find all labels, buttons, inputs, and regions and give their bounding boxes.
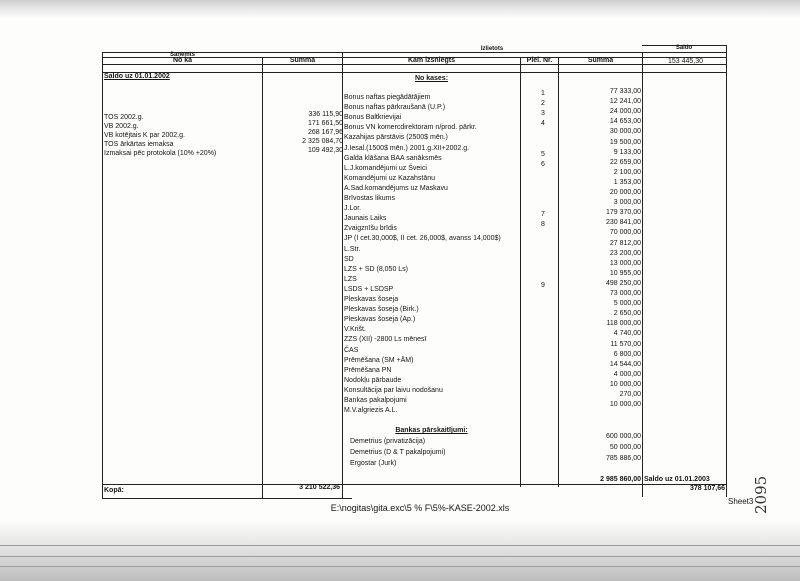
- expense-row-text: Kazahijas pārstāvis (2500$ mēn.): [344, 134, 448, 142]
- expense-row-text: LZS + SD (8,050 Ls): [344, 265, 409, 273]
- expense-row-text: L.J.komandējumi uz Šveici: [344, 164, 427, 172]
- col-line: [642, 52, 643, 497]
- expense-row-text: ČAS: [344, 346, 359, 354]
- expense-row-amount: 24 000,00: [609, 108, 641, 116]
- expense-row-amount: 118 000,00: [606, 320, 641, 328]
- expense-row-amount: 2 650,00: [613, 310, 641, 318]
- expense-row-text: ZZS (XII) -2800 Ls mēnesī: [344, 336, 427, 344]
- expense-row-amount: 23 200,00: [609, 249, 641, 257]
- expense-row-amount: 19 500,00: [609, 138, 641, 146]
- expense-row-text: LZS: [344, 275, 357, 283]
- expense-row-text: Galda klāšana BAA sanāksmēs: [344, 154, 442, 162]
- expense-row-attachment: 6: [541, 160, 545, 168]
- expense-row-attachment: 4: [541, 120, 545, 128]
- total-line: [102, 484, 726, 485]
- header-received: Saņemts: [169, 52, 195, 58]
- expense-row-text: Prēmēšana PN: [344, 366, 392, 374]
- expense-row-amount: 20 000,00: [609, 189, 641, 196]
- expense-row-amount: 1 353,00: [613, 178, 641, 186]
- expense-row-text: V.Krišt.: [344, 326, 366, 334]
- expense-row-text: Prēmēšana (SM +ĀM): [344, 356, 414, 364]
- expense-row-amount: 3 000,00: [613, 199, 641, 207]
- income-row-label: TOS ārkārtas iemaksa: [104, 141, 174, 148]
- expense-row-amount: 2 100,00: [613, 168, 641, 176]
- expense-row-text: A.Sad.komandējums uz Maskavu: [344, 184, 448, 192]
- expense-row-text: J.Lor.: [344, 205, 362, 213]
- expense-row-text: Pleskavas šoseja (Birk.): [344, 306, 419, 314]
- saldo-end-label: Saldo uz 01.01.2003: [644, 476, 710, 483]
- file-path: E:\nogitas\gita.exc\5 % F\5%-KASE-2002.xls: [330, 503, 510, 513]
- expense-row-attachment: 1: [541, 90, 545, 97]
- expense-row-text: Pleskavas šoseja (Ap.): [344, 316, 416, 324]
- expense-row-text: L.Str.: [344, 245, 361, 253]
- col-header-to-whom: Kam izsniegts: [407, 57, 456, 64]
- expense-row-amount: 270,00: [619, 391, 641, 398]
- expense-row-amount: 13 000,00: [609, 259, 641, 267]
- income-row-amount: 2 325 084,70: [302, 138, 343, 145]
- expense-row-amount: 70 000,00: [609, 229, 641, 237]
- col-header-attachment: Piel. Nr.: [526, 57, 553, 64]
- expense-row-amount: 77 333,00: [609, 88, 641, 95]
- bank-row-amount: 50 000,00: [609, 444, 641, 451]
- expense-row-text: Konsultācija par laivu nodošanu: [344, 386, 443, 394]
- expense-row-attachment: 7: [541, 211, 545, 219]
- bank-row-text: Demetrius (D & T pakalpojumi): [350, 449, 446, 456]
- expense-row-amount: 30 000,00: [609, 128, 641, 136]
- bank-row-text: Demetrius (privatizācija): [350, 438, 426, 445]
- expense-row-text: SD: [344, 255, 354, 263]
- expense-row-text: Bankas pakalpojumi: [344, 397, 407, 404]
- expense-row-attachment: 5: [541, 150, 545, 158]
- expense-row-text: Bonus Baltkrievijai: [344, 114, 402, 122]
- expense-row-amount: 498 250,00: [605, 279, 641, 287]
- expense-row-text: Komandējumi uz Kazahstānu: [344, 174, 436, 182]
- saldo-start-label: Saldo uz 01.01.2002: [104, 73, 170, 80]
- expense-row-amount: 10 000,00: [609, 401, 641, 409]
- expense-row-text: Jaunais Laiks: [344, 215, 387, 223]
- sheet-name: Sheet3: [728, 497, 754, 506]
- expense-row-amount: 27 812,00: [609, 239, 641, 247]
- expense-row-amount: 14 544,00: [609, 360, 641, 368]
- col-header-from: No kā: [172, 57, 193, 64]
- col-header-amount-right: Summa: [587, 57, 614, 64]
- expense-row-amount: 73 000,00: [609, 290, 641, 297]
- header-spent: Izlietots: [480, 46, 504, 52]
- income-row-label: Izmaksai pēc protokola (10% +20%): [104, 150, 217, 157]
- expense-row-amount: 230 841,00: [605, 219, 641, 227]
- income-row-label: TOS 2002.g.: [104, 114, 144, 121]
- expense-row-attachment: 2: [541, 100, 545, 108]
- expense-row-amount: 9 133,00: [613, 148, 641, 156]
- expense-row-amount: 14 653,00: [609, 118, 641, 126]
- expense-row-amount: 22 659,00: [609, 158, 641, 166]
- bottom-line: [102, 498, 352, 499]
- income-row-amount: 336 115,90: [308, 111, 343, 118]
- income-row-amount: 109 492,30: [307, 147, 343, 154]
- handwritten-page-number: 2095: [752, 475, 770, 514]
- header-saldo: Saldo: [675, 45, 693, 51]
- income-row-amount: 171 661,50: [307, 120, 343, 127]
- expense-row-text: Pleskavas šoseja: [344, 296, 399, 303]
- saldo-start-value: 153 445,30: [667, 58, 703, 65]
- bank-row-amount: 600 000,00: [605, 433, 641, 440]
- bank-row-amount: 785 886,00: [605, 455, 641, 462]
- cash-title: No kases:: [414, 75, 449, 82]
- expense-row-attachment: 9: [541, 281, 545, 289]
- expense-row-text: Nodokļu pārbaude: [344, 376, 402, 384]
- expense-row-amount: 5 000,00: [613, 300, 641, 308]
- expense-row-amount: 10 000,00: [609, 380, 641, 388]
- expense-row-text: LSDS + LSDSP: [344, 285, 394, 293]
- expense-row-amount: 10 955,00: [609, 269, 641, 277]
- expense-row-text: JP (I cet.30,000$, II cet. 26,000$, avanss 14,000$): [344, 235, 501, 243]
- expense-row-amount: 12 241,00: [609, 98, 641, 106]
- expense-total: 2 985 860,00: [600, 476, 641, 483]
- header-underline: [102, 72, 726, 73]
- expense-row-text: Bonus VN komercdirektoram n/prod. pārkr.: [344, 124, 477, 132]
- saldo-end-value: 378 107,66: [689, 485, 725, 492]
- expense-row-attachment: 8: [541, 221, 545, 229]
- expense-row-text: Zvaigznīšu brīdis: [344, 225, 397, 233]
- expense-row-amount: 4 740,00: [613, 330, 641, 338]
- expense-row-text: M.V.algriezis A.L.: [344, 407, 398, 415]
- expense-row-amount: 11 570,00: [610, 340, 641, 348]
- col-line: [102, 52, 103, 498]
- income-row-label: VB kotējtais K par 2002.g.: [104, 132, 185, 139]
- expense-row-attachment: 3: [541, 110, 545, 118]
- expense-row-text: Bonus naftas pārkraušanā (U.P.): [344, 104, 446, 112]
- total-label: Kopā:: [104, 487, 124, 494]
- col-header-amount-left: Summa: [289, 57, 316, 64]
- income-row-amount: 268 167,96: [307, 129, 343, 136]
- col-line: [726, 45, 727, 497]
- expense-row-amount: 179 370,00: [605, 209, 641, 217]
- expense-row-text: J.Iesal.(1500$ mēn.) 2001.g.XII+2002.g.: [344, 144, 470, 152]
- bank-title: Bankas pārskaitījumi:: [395, 427, 468, 434]
- bank-row-text: Ergostar (Jurk): [350, 460, 397, 467]
- expense-row-amount: 6 800,00: [613, 350, 641, 358]
- income-row-label: VB 2002.g.: [104, 123, 139, 130]
- expense-row-text: Brīvostas likums: [344, 195, 395, 202]
- expense-row-amount: 4 000,00: [613, 370, 641, 378]
- total-amount: 3 210 522,36: [299, 484, 340, 491]
- expense-row-text: Bonus naftas piegādātājiem: [344, 94, 431, 101]
